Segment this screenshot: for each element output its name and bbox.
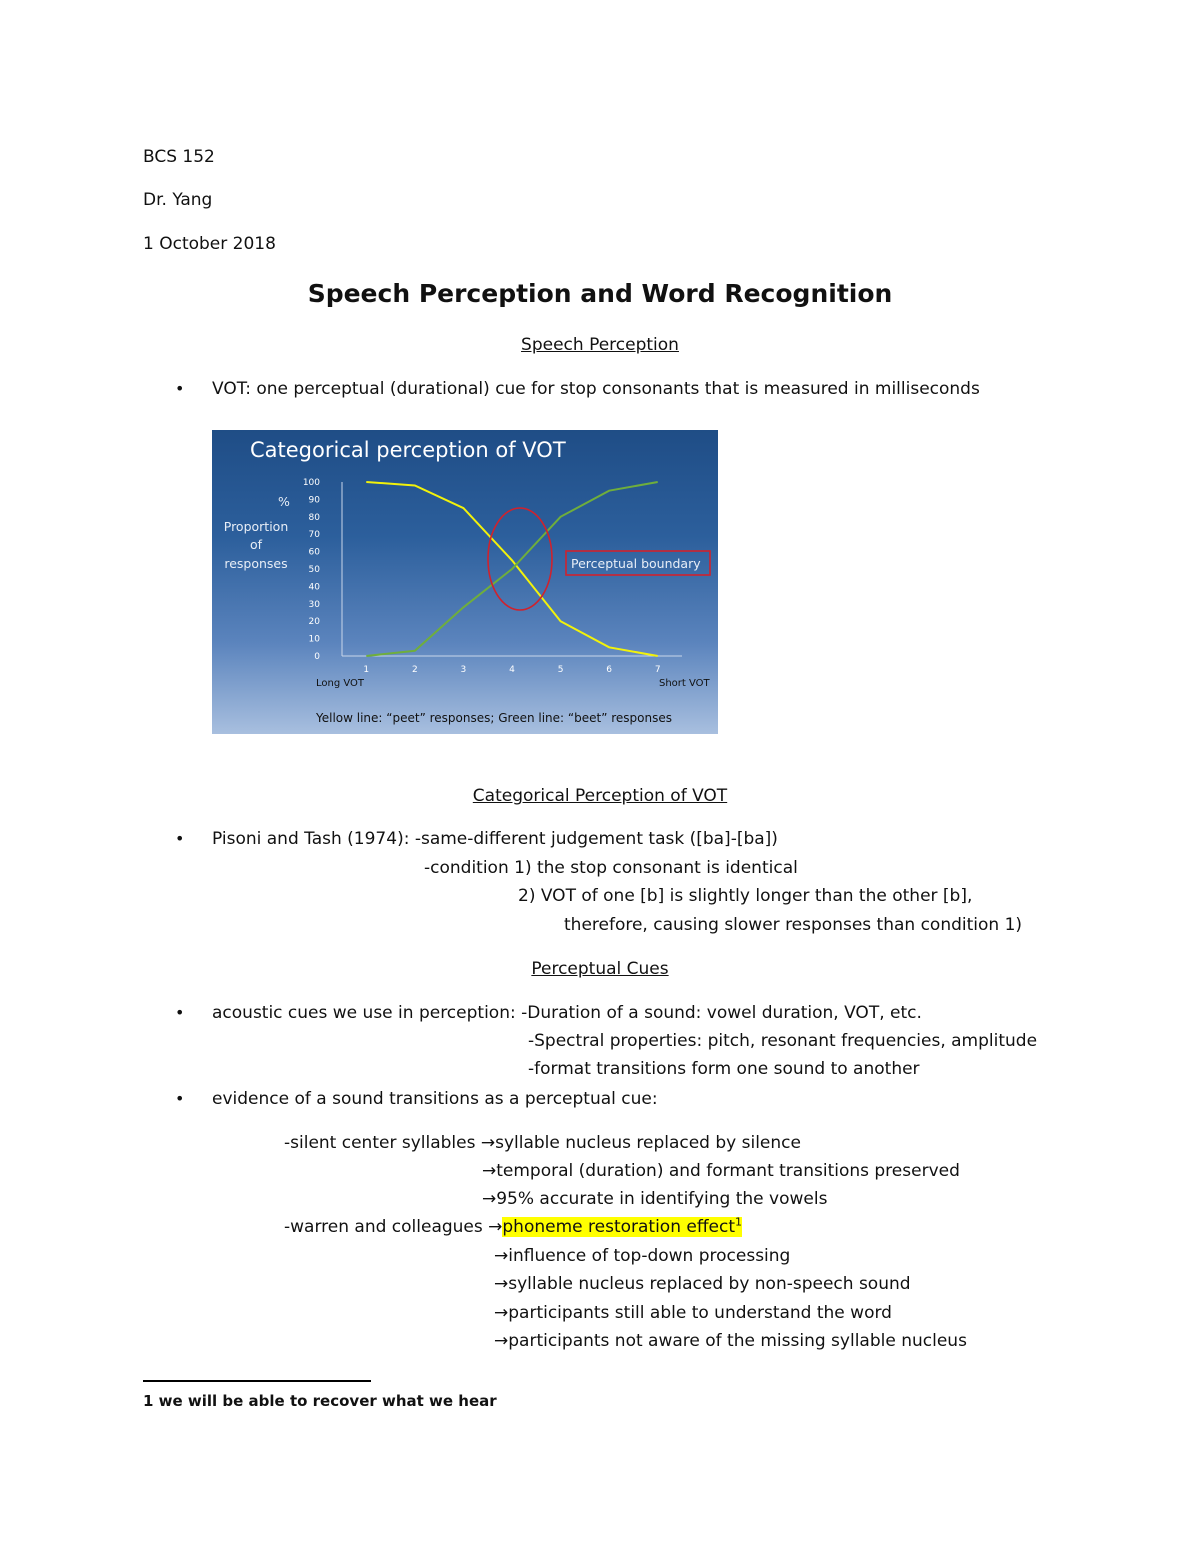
document-date: 1 October 2018 [143,234,276,254]
y-tick-label: 50 [308,565,320,575]
phoneme-restoration-highlight [502,1217,742,1237]
y-tick-label: 70 [308,530,320,541]
warren-line [284,1216,742,1238]
page-title: Speech Perception and Word Recognition [307,279,893,308]
x-tick-label: 7 [654,665,661,675]
silent-line-1: -silent center syllables →syllable nucleus replaced by silence [284,1133,801,1153]
x-left-label: Long VOT [316,678,365,689]
x-tick-label: 4 [509,665,515,675]
cues-line-3: -format transitions form one sound to another [528,1059,920,1079]
warren-detail-2: →syllable nucleus replaced by non-speech sound [494,1274,911,1294]
vot-chart [212,430,718,734]
warren-prefix: -warren and colleagues → [284,1217,503,1237]
section-heading-speech-perception: Speech Perception [521,335,679,355]
pisoni-line-4: therefore, causing slower responses than condition 1) [564,915,1023,935]
chart-title: Categorical perception of VOT [250,438,566,462]
section-heading-perceptual-cues: Perceptual Cues [531,959,669,979]
x-tick-label: 5 [557,665,564,675]
pisoni-line-2: -condition 1) the stop consonant is identical [424,858,798,878]
cues-line-1: acoustic cues we use in perception: -Duration of a sound: vowel duration, VOT, etc. [212,1003,922,1023]
footnote-text: 1 we will be able to recover what we hear [143,1392,497,1410]
y-label-line: Proportion [223,519,289,534]
chart-ylabel [224,494,290,571]
silent-line-3: →95% accurate in identifying the vowels [482,1189,828,1209]
evidence-line: evidence of a sound transitions as a perceptual cue: [212,1089,658,1109]
phoneme-restoration-text: phoneme restoration effect [502,1217,736,1237]
silent-line-2: →temporal (duration) and formant transitions preserved [482,1161,960,1181]
perceptual-boundary-label: Perceptual boundary [571,556,701,571]
footnote-divider [143,1380,371,1382]
cues-line-2: -Spectral properties: pitch, resonant frequencies, amplitude [528,1031,1038,1051]
bullet-marker: • [175,1003,185,1022]
warren-detail-3: →participants still able to understand the word [494,1303,892,1323]
y-tick-label: 90 [308,495,320,506]
x-tick-label: 3 [460,665,467,675]
x-tick-label: 1 [363,665,370,675]
vot-chart-svg [212,430,718,734]
y-tick-label: 100 [302,478,320,488]
y-tick-label: 20 [308,617,320,628]
x-tick-label: 2 [411,665,418,675]
pisoni-line-3: 2) VOT of one [b] is slightly longer than the other [b], [518,886,973,906]
warren-detail-4: →participants not aware of the missing syllable nucleus [494,1331,967,1351]
y-tick-label: 10 [308,634,320,645]
course-code: BCS 152 [143,147,215,167]
vot-bullet-text: VOT: one perceptual (durational) cue for stop consonants that is measured in milliseconds [212,379,980,399]
pisoni-line-1: Pisoni and Tash (1974): -same-different judgement task ([ba]-[ba]) [212,829,778,849]
bullet-marker: • [175,1089,185,1108]
y-tick-label: 30 [308,599,320,610]
bullet-marker: • [175,829,185,848]
section-heading-categorical-perception: Categorical Perception of VOT [472,786,728,806]
chart-x-ticks [363,665,660,675]
chart-footnote: Yellow line: “peet” responses; Green line: “beet” responses [316,711,672,725]
warren-detail-1: →influence of top-down processing [494,1246,791,1266]
y-tick-label: 40 [308,582,320,593]
bullet-marker: • [175,379,185,398]
x-right-label: Short VOT [659,678,710,689]
y-tick-label: 0 [314,652,320,662]
y-tick-label: 80 [308,512,320,523]
y-label-line: of [249,537,263,552]
y-label-line: responses [224,556,288,571]
chart-y-ticks [303,478,320,662]
y-tick-label: 60 [308,547,320,558]
y-label-line: % [278,494,290,509]
x-tick-label: 6 [606,665,613,675]
footnote-ref: 1 [735,1215,743,1229]
instructor-name: Dr. Yang [143,190,213,210]
